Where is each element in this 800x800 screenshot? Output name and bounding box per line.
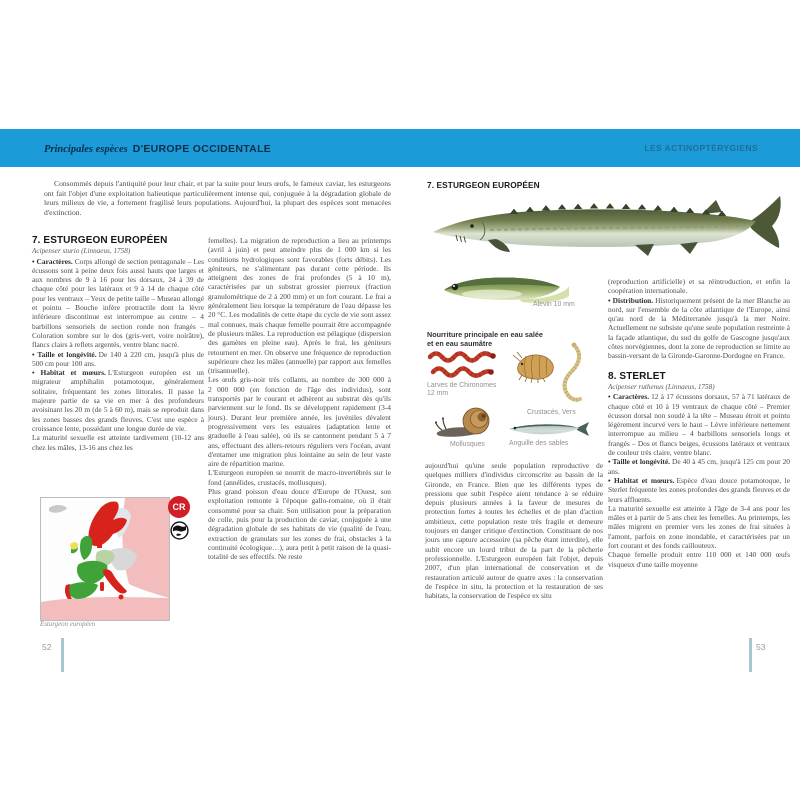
figure-heading: 7. ESTURGEON EUROPÉEN: [427, 180, 540, 190]
sand-eel-tail: [577, 422, 589, 436]
paragraph: (reproduction artificielle) et sa réintroduction, et enfin la coopération internationale.: [608, 277, 790, 296]
species-7-heading: 7. ESTURGEON EUROPÉEN: [32, 235, 168, 246]
alevin-caption: Alevin 10 mm: [533, 301, 575, 308]
section-label: LES ACTINOPTÉRYGIENS: [644, 143, 758, 153]
series-title: [44, 139, 271, 157]
paragraph: L'Esturgeon européen se nourrit de macro-invertébrés sur le fond (annélides, crustacés, mollusques).: [208, 468, 391, 487]
alevin-eye: [452, 284, 458, 290]
sturgeon-alevin-illustration: [440, 270, 570, 304]
paragraph: Plus grand poisson d'eau douce d'Europe de l'Ouest, son exploitation remonte à l'époque gallo-romaine, où il était consommé pour sa chair. Son utilisation pour la préparation de colle, puis pour la production de caviar, conjuguée à une dégradation globale de ses habitats de vie (qualité de l'eau, extraction de granulats sur les zones de frai, obstacles à la continuité écologique…), aura petit à petit raison de la quasi-totalité de ses effectifs. Ne reste: [208, 487, 391, 562]
series-title-italic: Principales espèces: [44, 144, 128, 155]
page-divider-line-left: [61, 638, 64, 672]
left-page-column-2: [208, 236, 391, 561]
molluscs-caption: Mollusques: [450, 441, 485, 448]
sturgeon-eye: [470, 224, 474, 228]
paragraph: • Taille et longévité. De 40 à 45 cm, jusqu'à 125 cm pour 20 ans.: [608, 457, 791, 476]
crustaceans-caption: Crustacés, Vers: [527, 409, 576, 416]
paragraph: • Distribution. Historiquement présent de la mer Blanche au nord, sur l'ensemble de la côte atlantique de l'Europe, ainsi qu'au nord de la Méditerranée jusqu'à la mer Noire. Actuellement ne subsiste qu'une seule population restreinte à la façade atlantique, du sud du golfe de Gascogne jusqu'aux côtes norvégiennes, dont la zone de reproduction se limite au bassin-versant de la Gironde-Garonne-Dordogne en France.: [608, 295, 790, 361]
paragraph: La maturité sexuelle est atteinte tardivement (10-12 ans chez les mâles, 13-16 ans chez les: [32, 433, 204, 452]
page-number-right: 53: [756, 642, 766, 652]
sturgeon-anal-fin: [680, 242, 698, 254]
europe-distribution-map: [40, 497, 170, 621]
paragraph: • Caractères. 12 à 17 écussons dorsaux, 57 à 71 latéraux de chaque côté et 10 à 19 ventraux de chaque côté – Premier écusson dorsal non soudé à la tête – Museau étroit et pointu légèrement incurvé vers le haut – Lèvre inférieure nettement interrompue au milieu – 4 barbillons sensoriels longs et frangés – Dos et flancs beiges, écussons latéraux et ventraux de couleur très claire, ventre blanc.: [608, 392, 790, 458]
page-divider-line-right: [749, 638, 752, 672]
paragraph: aujourd'hui qu'une seule population reproductive de quelques milliers d'individus circonscrite au bassin de la Gironde, en France. Bien que les différents types de pressions que subit l'espèce aient tendance à se réduire depuis plusieurs années à la faveur de mesures de protection fortes à toutes les échelles et de plan d'action ambitieux, cette population reste très fragile et demeure toujours en danger critique d'extinction. Constituant de nos jours une capture accessoire (sa pêche étant interdite), elle subit encore un lourd tribut de la part de la pêcherie professionnelle. L'Esturgeon européen fait l'objet, depuis 2007, d'un plan international de conservation et de restauration articulé autour de quatre axes : la conservation de l'espèce in situ, la protection et la restauration de ses habitats, la conservation de l'espèce ex situ: [425, 461, 603, 601]
species-8-heading: 8. STERLET: [608, 370, 666, 382]
header-band: [0, 129, 800, 167]
worm-illustration: [552, 342, 584, 404]
iucn-cr-badge: CR: [168, 496, 190, 518]
left-page-column-1: [32, 236, 204, 452]
paragraph: Chaque femelle produit entre 110 000 et 140 000 œufs visqueux d'une taille moyenne: [608, 550, 790, 569]
paragraph: femelles). La migration de reproduction a lieu au printemps (avril à juin) et peut atteindre plus de 1 000 km si les conditions hydrologiques sont favorables (forts débits). Les géniteurs, ne s'alimentant pas durant cette période. Ils atteignent des zones de frai profondes (5 à 10 m), caractérisées par un substrat grossier pierreux (fraction granulométrique de 2 à 200 mm) et un fort courant. Le frai a généralement lieu lorsque la température de l'eau dépasse les 20 °C. Les modalités de cette étape du cycle de vie sont assez mal connues, mais chaque femelle pourrait être accompagnée de plusieurs mâles. La reproduction est pélagique (dispersion des gamètes en pleine eau). Après le frai, les géniteurs retournent en mer. On observe une fréquence de reproduction supérieure chez les mâles (annuelle) par rapport aux femelles (trisannuelle).: [208, 236, 391, 376]
sturgeon-adult-illustration: [428, 188, 792, 266]
map-region-denmark: [97, 542, 102, 548]
larvae-caption: Larves de Chironomes 12 mm: [427, 382, 497, 398]
paragraph: • Caractères. Corps allongé de section pentagonale – Les écussons sont à peine deux fois aussi hauts que larges et aux nombres de 9 à 16 pour les dorsaux, 24 à 39 de chaque côté pour les latéraux et 9 à 14 de chaque côté pour les ventraux – Yeux de petite taille – Museau allongé et pointu – Bouche infère protractile dont la lèvre inférieure discontinue est interrompue au centre – 4 barbillons sensoriels de section ronde non frangés – Coloration sombre sur le dos (gris-vert, voire noirâtre), flancs clairs à reflets argentés, ventre blanc nacré.: [32, 256, 204, 350]
right-page-column-1: [425, 461, 603, 600]
map-caption: Esturgeon européen: [40, 621, 96, 628]
sturgeon-body: [433, 209, 756, 247]
map-region-sardinia: [100, 582, 104, 591]
snail-illustration: [434, 406, 502, 440]
map-region-south: [41, 597, 169, 620]
paragraph: • Habitat et mœurs. L'Esturgeon européen est un migrateur amphihalin potamotoque, généralement solitaire, fréquentant les zones littorales. Il passe la majeure partie de sa vie en mer à des profondeurs avoisinant les 20 m (de 5 à 60 m), mais se reproduit dans les zones basses des grands fleuves. C'est une espèce à croissance lente, possédant une longue durée de vie.: [32, 368, 204, 433]
series-title-bold: D'EUROPE OCCIDENTALE: [132, 143, 272, 155]
right-page-column-2: [608, 277, 790, 569]
paragraph: La maturité sexuelle est atteinte à l'âge de 3-4 ans pour les mâles et à partir de 5 ans chez les femelles. Au printemps, les mâles migrent en premier vers les zones de frai situées à l'amont, parfois en zone inondable, et caractérisées par un fort courant et des fonds caillouteux.: [608, 503, 790, 551]
sand-eel-caption: Anguille des sables: [509, 440, 569, 447]
species-8-latin-name: Acipenser ruthenus (Linnaeus, 1758): [608, 382, 715, 391]
page-number-left: 52: [42, 642, 52, 652]
map-region-sicily: [119, 595, 124, 600]
sturgeon-pelvic-fin: [635, 244, 654, 256]
paragraph: • Habitat et mœurs. Espèce d'eau douce potamotoque, le Sterlet fréquente les zones profondes des grands fleuves et de leurs affluents.: [608, 475, 790, 504]
paragraph: • Taille et longévité. De 140 à 220 cm, jusqu'à plus de 500 cm pour 100 ans.: [32, 349, 205, 368]
chironomid-larvae-illustration: [427, 349, 509, 381]
paragraph: Les œufs gris-noir très collants, au nombre de 300 000 à 2 000 000 (en fonction de l'âge des individus), sont transportés par le courant et adhèrent au substrat dès qu'ils parviennent sur le fond. Ils se développent rapidement (3-4 jours). Durant leur première année, les juvéniles dévalent progressivement vers les estuaires (adaptation lente et graduelle à l'eau salée), où ils se cantonnent pendant 5 à 7 ans, effectuant des allers-retours réguliers vers l'océan, avant d'entamer une migration plus lointaine au sein de leur vaste aire de répartition marine.: [208, 375, 391, 469]
globe-icon: [170, 521, 189, 540]
species-7-latin-name: Acipenser sturio (Linnaeus, 1758): [32, 247, 131, 256]
food-panel-title: Nourriture principale en eau salée et en eau saumâtre: [427, 330, 543, 348]
sand-eel-illustration: [507, 420, 591, 438]
distribution-map-svg: [41, 498, 169, 620]
intro-paragraph: Consommés depuis l'antiquité pour leur chair, et par la suite pour leurs œufs, le fameux caviar, les esturgeons ont fait l'objet d'une exploitation halieutique particulièrement intense qui, conjuguée à la dégradation globale de leurs milieux de vie, a fortement fragilisé leurs populations. Aujourd'hui, la plupart des espèces sont menacées d'extinction.: [44, 179, 391, 217]
